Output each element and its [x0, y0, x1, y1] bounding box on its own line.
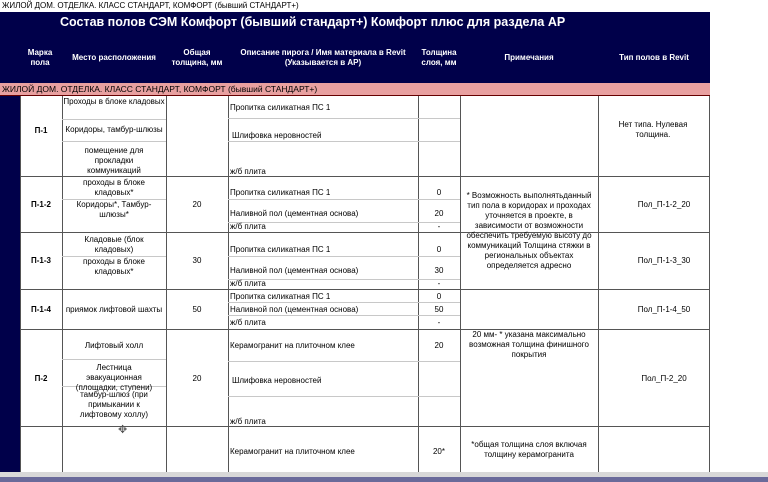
location-cell[interactable]: Лестница эвакуационная (площадки, ступени): [75, 363, 153, 392]
grid-vline: [460, 96, 461, 472]
layer-thickness-cell[interactable]: -: [437, 318, 441, 327]
layer-thickness-cell[interactable]: 20*: [432, 447, 445, 456]
layer-thickness-cell[interactable]: 20: [434, 341, 444, 350]
location-cell[interactable]: тамбур-шлюз (при примыкании к лифтовому холлу): [79, 390, 149, 419]
grid-vline: [62, 96, 63, 472]
grid-vline: [228, 96, 229, 472]
header-total[interactable]: Общая толщина, мм: [171, 48, 223, 67]
shared-note[interactable]: * Возможность выполнятьданный тип пола в коридорах и проходах уточняется в проекте, в зависимости от возможности обеспечить требуемую высоту до коммуникаций Толщина стяжки в региональных объектах определяется адресно: [466, 191, 592, 270]
description-cell[interactable]: ж/б плита: [230, 417, 266, 426]
description-cell[interactable]: ж/б плита: [230, 279, 266, 288]
top-sheet-label: [0, 0, 768, 12]
layer-thickness-cell[interactable]: 0: [436, 245, 442, 254]
layer-thickness-cell[interactable]: 20: [434, 209, 444, 218]
description-cell[interactable]: Наливной пол (цементная основа): [230, 305, 359, 314]
grid-thin: [62, 141, 166, 142]
description-cell[interactable]: ж/б плита: [230, 167, 266, 176]
top-label-text: ЖИЛОЙ ДОМ. ОТДЕЛКА. КЛАСС СТАНДАРТ, КОМФОРТ (бывший СТАНДАРТ+): [2, 1, 299, 10]
total-thickness-cell[interactable]: 20: [192, 200, 202, 209]
grid-vline: [709, 96, 710, 472]
layer-thickness-cell[interactable]: -: [437, 222, 441, 231]
header-notes[interactable]: Примечания: [504, 53, 554, 62]
grid-thin: [228, 315, 460, 316]
description-cell[interactable]: ж/б плита: [230, 222, 266, 231]
description-cell[interactable]: Наливной пол (цементная основа): [230, 209, 359, 218]
grid-thin: [62, 119, 166, 120]
total-thickness-cell[interactable]: 50: [192, 305, 202, 314]
section-row[interactable]: [0, 83, 710, 96]
status-bar: [0, 477, 768, 482]
description-cell[interactable]: Пропитка силикатная ПС 1: [230, 292, 331, 301]
location-cell[interactable]: проходы в блоке кладовых*: [83, 178, 145, 197]
crosshair-cursor-icon: ✥: [118, 424, 128, 436]
location-cell[interactable]: Кладовые (блок кладовых): [84, 235, 144, 254]
location-cell[interactable]: проходы в блоке кладовых*: [83, 257, 145, 276]
layer-thickness-cell[interactable]: 30: [434, 266, 444, 275]
header-revit-type[interactable]: Тип полов в Revit: [619, 53, 689, 62]
revit-type-cell[interactable]: Нет типа. Нулевая толщина.: [618, 120, 688, 139]
revit-type-cell[interactable]: Пол_П-2_20: [641, 374, 687, 383]
grid-vline: [20, 96, 21, 472]
grid-hline: [20, 329, 710, 330]
header-layer[interactable]: Толщина слоя, мм: [421, 48, 457, 67]
note-cell[interactable]: 20 мм- * указана максимально возможная толщина финишного покрытия: [469, 330, 589, 359]
mark-p1-2[interactable]: П-1-2: [31, 200, 51, 209]
revit-type-cell[interactable]: Пол_П-1-2_20: [637, 200, 691, 209]
description-cell[interactable]: Пропитка силикатная ПС 1: [230, 245, 331, 254]
mark-p1[interactable]: П-1: [34, 126, 48, 135]
left-stripe: [0, 96, 20, 472]
location-cell[interactable]: Коридоры*, Тамбур-шлюзы*: [76, 200, 152, 219]
grid-thin: [228, 256, 460, 257]
grid-vline: [166, 96, 167, 472]
mark-p1-3[interactable]: П-1-3: [31, 256, 51, 265]
grid-thin: [228, 302, 460, 303]
grid-thin: [228, 141, 460, 142]
location-cell[interactable]: Лифтовый холл: [84, 341, 144, 350]
mark-p2[interactable]: П-2: [34, 374, 48, 383]
location-cell[interactable]: приямок лифтовой шахты: [65, 305, 163, 314]
mark-p1-4[interactable]: П-1-4: [31, 305, 51, 314]
layer-thickness-cell[interactable]: 0: [436, 292, 442, 301]
description-cell[interactable]: ж/б плита: [230, 318, 266, 327]
location-cell[interactable]: помещение для прокладки коммуникаций: [84, 146, 144, 175]
table-header: [0, 12, 710, 83]
layer-thickness-cell[interactable]: -: [437, 279, 441, 288]
grid-hline: [20, 232, 710, 233]
section-label: ЖИЛОЙ ДОМ. ОТДЕЛКА. КЛАСС СТАНДАРТ, КОМФОРТ (бывший СТАНДАРТ+): [2, 84, 318, 94]
header-location[interactable]: Место расположения: [72, 53, 156, 62]
location-cell[interactable]: Проходы в блоке кладовых: [63, 97, 165, 106]
description-cell[interactable]: Наливной пол (цементная основа): [230, 266, 359, 275]
grid-vline: [598, 96, 599, 472]
layer-thickness-cell[interactable]: 50: [434, 305, 444, 314]
description-cell[interactable]: Керамогранит на плиточном клее: [230, 447, 355, 456]
note-cell[interactable]: *общая толщина слоя включая толщину керамогранита: [471, 440, 587, 459]
total-thickness-cell[interactable]: 30: [192, 256, 202, 265]
floors-table: [20, 96, 710, 472]
grid-thin: [228, 396, 460, 397]
grid-thin: [228, 361, 460, 362]
grid-thin: [228, 199, 460, 200]
description-cell[interactable]: Шлифовка неровностей: [232, 376, 322, 385]
grid-thin: [228, 118, 460, 119]
total-thickness-cell[interactable]: 20: [192, 374, 202, 383]
header-description[interactable]: Описание пирога / Имя материала в Revit (Указывается в АР): [240, 48, 406, 67]
description-cell[interactable]: Керамогранит на плиточном клее: [230, 341, 355, 350]
layer-thickness-cell[interactable]: 0: [436, 188, 442, 197]
right-empty-area: [710, 12, 768, 472]
revit-type-cell[interactable]: Пол_П-1-3_30: [637, 256, 691, 265]
page-title: Состав полов СЭМ Комфорт (бывший стандарт+) Комфорт плюс для раздела АР: [60, 15, 566, 29]
location-cell[interactable]: Коридоры, тамбур-шлюзы: [65, 125, 163, 134]
grid-hline: [20, 289, 710, 290]
description-cell[interactable]: Пропитка силикатная ПС 1: [230, 103, 331, 112]
grid-hline: [20, 176, 710, 177]
revit-type-cell[interactable]: Пол_П-1-4_50: [637, 305, 691, 314]
grid-thin: [62, 359, 166, 360]
header-mark[interactable]: Марка пола: [27, 48, 53, 67]
description-cell[interactable]: Шлифовка неровностей: [232, 131, 322, 140]
description-cell[interactable]: Пропитка силикатная ПС 1: [230, 188, 331, 197]
